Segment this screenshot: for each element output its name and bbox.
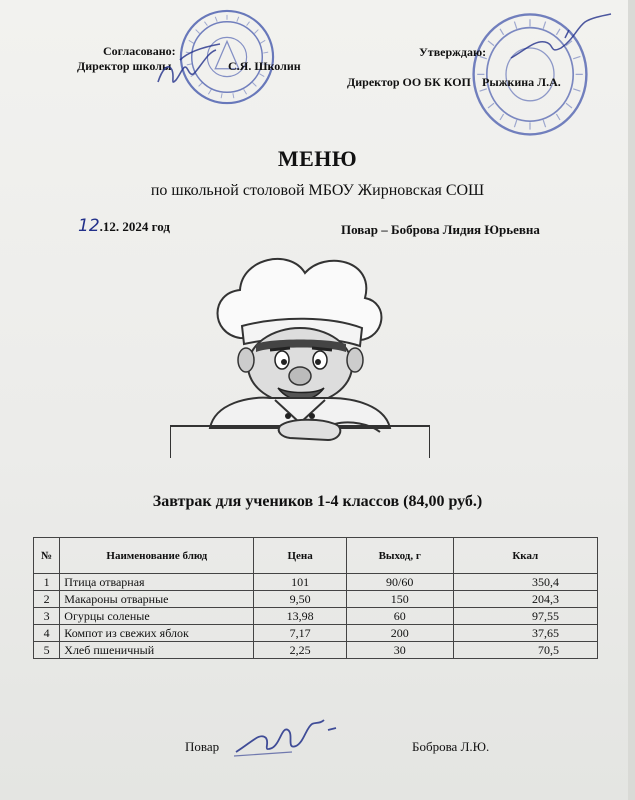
approved-role: Директор школы [77, 59, 172, 73]
cook-signature [232, 712, 342, 762]
cook-line: Повар – Боброва Лидия Юрьевна [341, 222, 540, 237]
page-subtitle: по школьной столовой МБОУ Жирновская СОШ [150, 182, 485, 199]
dish-yield: 30 [346, 642, 453, 659]
date-day-handwritten: 12 [78, 216, 100, 236]
row-number: 2 [34, 591, 60, 608]
table-row [34, 574, 598, 591]
dish-price: 13,98 [254, 608, 346, 625]
confirm-signature [505, 10, 615, 65]
dish-yield: 60 [346, 608, 453, 625]
dish-kcal: 204,3 [453, 591, 597, 608]
table-row [34, 591, 598, 608]
dish-name: Компот из свежих яблок [60, 625, 254, 642]
dish-name: Хлеб пшеничный [60, 642, 254, 659]
table-row [34, 642, 598, 659]
dish-name: Огурцы соленые [60, 608, 254, 625]
dish-kcal: 70,5 [453, 642, 597, 659]
confirm-name: Рыжкина Л.А. [482, 75, 561, 89]
header-number: № [34, 538, 60, 574]
menu-table [33, 537, 598, 659]
dish-name: Макароны отварные [60, 591, 254, 608]
approved-label: Согласовано: [103, 44, 176, 58]
header-price: Цена [254, 538, 346, 574]
confirm-label: Утверждаю: [419, 45, 487, 59]
row-number: 5 [34, 642, 60, 659]
dish-price: 101 [254, 574, 346, 591]
header-dish-name: Наименование блюд [60, 538, 254, 574]
dish-yield: 90/60 [346, 574, 453, 591]
dish-kcal: 97,55 [453, 608, 597, 625]
date-rest: .12. 2024 год [99, 219, 170, 234]
table-row [34, 608, 598, 625]
confirm-role: Директор ОО БК КОП [347, 75, 471, 89]
table-header-row [34, 538, 598, 574]
row-number: 4 [34, 625, 60, 642]
footer-role: Повар [185, 739, 220, 754]
header-kcal: Ккал [453, 538, 597, 574]
row-number: 3 [34, 608, 60, 625]
page-title: МЕНЮ [277, 146, 358, 171]
dish-price: 7,17 [254, 625, 346, 642]
approved-name: С.Я. Школин [228, 59, 301, 73]
dish-name: Птица отварная [60, 574, 254, 591]
row-number: 1 [34, 574, 60, 591]
dish-price: 9,50 [254, 591, 346, 608]
date-line [78, 216, 170, 236]
chef-illustration [170, 248, 430, 458]
dish-price: 2,25 [254, 642, 346, 659]
dish-yield: 200 [346, 625, 453, 642]
section-title: Завтрак для учеников 1-4 классов (84,00 руб.) [152, 493, 483, 510]
table-row [34, 625, 598, 642]
dish-kcal: 37,65 [453, 625, 597, 642]
footer-name: Боброва Л.Ю. [412, 739, 490, 754]
header-yield: Выход, г [346, 538, 453, 574]
dish-kcal: 350,4 [453, 574, 597, 591]
dish-yield: 150 [346, 591, 453, 608]
director-signature [150, 40, 225, 95]
